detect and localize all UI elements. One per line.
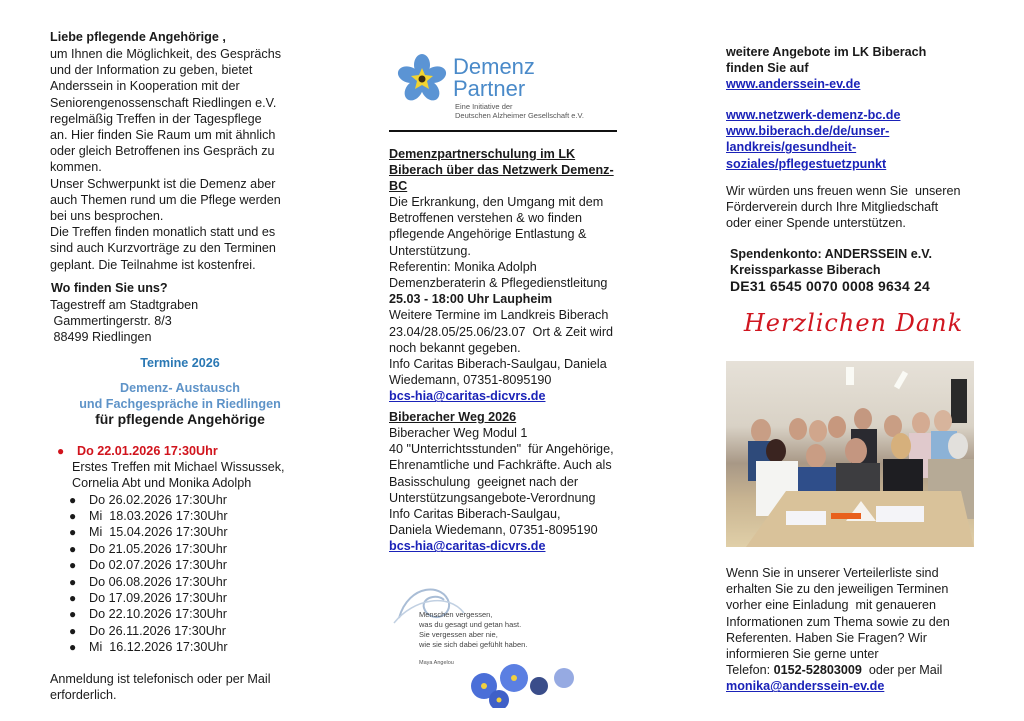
date-text: Do 21.05.2026 17:30Uhr	[89, 541, 227, 556]
registration-line: Anmeldung ist telefonisch oder per Mail	[50, 672, 271, 686]
location-address	[50, 297, 198, 346]
bullet-icon: ●	[69, 558, 77, 573]
date-text: Mi 15.04.2026 17:30Uhr	[89, 525, 228, 540]
first-meeting-note	[50, 459, 320, 491]
support-line: oder einer Spende unterstützen.	[726, 216, 906, 231]
date-item	[50, 491, 320, 507]
date-item	[50, 524, 320, 540]
date-item	[50, 508, 320, 524]
intro-line: um Ihnen die Möglichkeit, des Gesprächs	[50, 47, 282, 61]
related-links	[726, 107, 981, 172]
info-line: Wenn Sie in unserer Verteilerliste sind	[726, 566, 939, 580]
note-line: Erstes Treffen mit Michael Wissussek,	[72, 460, 285, 475]
more-offers-heading: weitere Angebote im LK Biberach	[726, 45, 927, 59]
bank-details	[730, 246, 985, 295]
bullet-icon: ●	[69, 508, 77, 523]
intro-line: Die Treffen finden monatlich statt und es	[50, 225, 276, 240]
section-body-line: Info Caritas Biberach-Saulgau,	[389, 507, 561, 522]
section-body-line: Referentin: Monika Adolph	[389, 259, 537, 274]
section-body-line: Unterstützungsangebote-Verordnung	[389, 490, 596, 505]
netzwerk-demenz-link[interactable]: www.netzwerk-demenz-bc.de	[726, 108, 901, 122]
section-body-line: Basisschulung geeignet nach der	[389, 474, 579, 489]
event-subtitle-line: und Fachgespräche in Riedlingen	[79, 396, 281, 411]
date-item	[50, 590, 320, 606]
more-offers	[726, 44, 981, 93]
date-text: Do 26.11.2026 17:30Uhr	[89, 623, 226, 638]
section-body-line: 23.04/28.05/25.06/23.07 Ort & Zeit wird	[389, 324, 614, 339]
quote-line: Menschen vergessen,	[419, 610, 493, 619]
bullet-icon: ●	[69, 590, 77, 605]
bank-account-holder: Spendenkonto: ANDERSSEIN e.V.	[730, 247, 932, 261]
quote-line: wie sie sich dabei gefühlt haben.	[419, 640, 528, 649]
intro-line: kommen.	[50, 160, 102, 175]
intro-line: und der Information zu geben, bietet	[50, 63, 253, 78]
address-line: 88499 Riedlingen	[50, 330, 152, 345]
registration-line: erforderlich.	[50, 688, 117, 703]
bullet-icon: ●	[69, 574, 77, 589]
date-items	[50, 491, 320, 655]
event-subtitle	[50, 381, 310, 412]
group-photo	[726, 361, 974, 547]
intro-line: Unser Schwerpunkt ist die Demenz aber	[50, 176, 276, 191]
intro-line: Seniorengenossenschaft Riedlingen e.V.	[50, 95, 277, 110]
anderssein-website-link[interactable]: www.anderssein-ev.de	[726, 77, 861, 92]
info-line: vorher eine Einladung mit genaueren	[726, 598, 937, 613]
more-offers-heading: finden Sie auf	[726, 61, 809, 76]
support-line: Wir würden uns freuen wenn Sie unseren	[726, 184, 961, 198]
info-line: Referenten. Haben Sie Fragen? Wir	[726, 630, 927, 645]
forget-me-not-flower-icon	[397, 54, 447, 104]
event-date-highlight: 25.03 - 18:00 Uhr Laupheim	[389, 292, 553, 307]
intro-line: sind auch Kurzvorträge zu den Terminen	[50, 241, 276, 256]
section-body-line: Betroffenen verstehen & wo finden	[389, 211, 583, 226]
section-body-line: Weitere Termine im Landkreis Biberach	[389, 308, 609, 323]
quote-line: was du gesagt und getan hast.	[419, 620, 522, 629]
info-line: informieren Sie gerne unter	[726, 647, 879, 662]
section-title-line: Biberach über das Netzwerk Demenz-	[389, 163, 614, 177]
phone-suffix: oder per Mail	[861, 663, 943, 678]
section-body-line: pflegende Angehörige Entlastung &	[389, 227, 587, 242]
biberach-pflegestuetzpunkt-link[interactable]: www.biberach.de/de/unser-	[726, 124, 890, 139]
intro-line: regelmäßig Treffen in der Tagespflege	[50, 111, 262, 126]
greeting-heading: Liebe pflegende Angehörige ,	[50, 30, 226, 44]
section-body-line: Biberacher Weg Modul 1	[389, 426, 528, 440]
note-line: Cornelia Abt und Monika Adolph	[72, 476, 252, 491]
section-body-line: Daniela Wiedemann, 07351-8095190	[389, 523, 598, 538]
event-subtitle-line: Demenz- Austausch	[120, 381, 240, 395]
section-body-line: 40 "Unterrichtsstunden" für Angehörige,	[389, 442, 614, 457]
biberach-pflegestuetzpunkt-link[interactable]: landkreis/gesundheit-	[726, 140, 857, 155]
quote-image	[389, 578, 589, 708]
date-item	[50, 573, 320, 589]
bank-name: Kreissparkasse Biberach	[730, 263, 881, 278]
date-item	[50, 623, 320, 639]
section-title-line: Demenzpartnerschulung im LK	[389, 147, 576, 161]
intro-line: Anderssein in Kooperation mit der	[50, 79, 240, 94]
quote-author: Maya Angelou	[419, 660, 454, 666]
info-line: Informationen zum Thema sowie zu den	[726, 614, 950, 629]
section-body-line: Demenzberaterin & Pflegedienstleitung	[389, 276, 608, 291]
phone-line	[726, 662, 981, 678]
logo-subtitle-line: Eine Initiative der	[455, 102, 513, 111]
group-photo-illustration-icon	[726, 361, 974, 547]
biberach-pflegestuetzpunkt-link[interactable]: soziales/pflegestuetzpunkt	[726, 156, 887, 171]
registration-note	[50, 671, 310, 703]
dates-list	[50, 443, 320, 655]
intro-line: oder gleich Betroffenen ins Gespräch zu	[50, 144, 275, 159]
section-body-line: Unterstützung.	[389, 243, 471, 258]
quote-line: Sie vergessen aber nie,	[419, 630, 498, 639]
section-body-line: Die Erkrankung, den Umgang mit dem	[389, 195, 604, 209]
intro-line: an. Hier finden Sie Raum um mit ähnlich	[50, 128, 276, 143]
section-body-line: Info Caritas Biberach-Saulgau, Daniela	[389, 357, 607, 372]
monika-email-link[interactable]: monika@anderssein-ev.de	[726, 679, 885, 694]
address-line: Gammertingerstr. 8/3	[50, 314, 172, 329]
date-item-highlight	[50, 443, 320, 459]
contact-info	[726, 565, 981, 695]
divider	[389, 130, 617, 132]
bullet-icon: ●	[69, 541, 77, 556]
support-text	[726, 183, 981, 232]
biberacher-weg-section	[389, 409, 644, 555]
bullet-icon: ●	[57, 444, 65, 459]
thank-you-heading: Herzlichen Dank	[743, 309, 964, 337]
bullet-icon: ●	[69, 525, 77, 540]
logo-title	[453, 56, 535, 100]
section-body-line: noch bekannt gegeben.	[389, 340, 521, 355]
info-line: erhalten Sie zu den jeweiligen Terminen	[726, 582, 949, 597]
date-text: Do 02.07.2026 17:30Uhr	[89, 558, 227, 573]
iban: DE31 6545 0070 0008 9634 24	[730, 278, 931, 295]
bullet-icon: ●	[69, 640, 77, 655]
section-body-line: Ehrenamtliche und Fachkräfte. Auch als	[389, 458, 612, 473]
phone-label: Telefon:	[726, 663, 774, 678]
event-target-audience: für pflegende Angehörige	[95, 411, 265, 427]
intro-text	[50, 46, 310, 273]
date-text: Do 17.09.2026 17:30Uhr	[89, 590, 227, 605]
address-line: Tagestreff am Stadtgraben	[50, 298, 199, 312]
section-body-line: Wiedemann, 07351-8095190	[389, 373, 552, 388]
intro-line: bei uns besprochen.	[50, 209, 164, 224]
date-item	[50, 557, 320, 573]
section-title-line: BC	[389, 179, 408, 193]
date-text: Mi 16.12.2026 17:30Uhr	[89, 640, 228, 655]
date-text: Do 22.10.2026 17:30Uhr	[89, 607, 227, 622]
phone-number[interactable]: 0152-52803009	[773, 663, 862, 678]
logo-title-line: Partner	[453, 76, 526, 101]
support-line: Förderverein durch Ihre Mitgliedschaft	[726, 200, 939, 215]
bullet-icon: ●	[69, 607, 77, 622]
bullet-icon: ●	[69, 492, 77, 507]
intro-line: geplant. Die Teilnahme ist kostenfrei.	[50, 257, 256, 272]
logo-title-line: Demenz	[453, 54, 535, 79]
caritas-email-link[interactable]: bcs-hia@caritas-dicvrs.de	[389, 539, 546, 554]
logo-subtitle	[455, 102, 584, 120]
date-text: Do 26.02.2026 17:30Uhr	[89, 492, 227, 507]
demenz-partner-logo	[397, 50, 627, 125]
bullet-icon: ●	[69, 623, 77, 638]
quote-text	[419, 610, 527, 650]
logo-subtitle-line: Deutschen Alzheimer Gesellschaft e.V.	[455, 111, 584, 120]
date-text: Do 06.08.2026 17:30Uhr	[89, 574, 227, 589]
demenzpartner-section	[389, 146, 644, 405]
date-item	[50, 606, 320, 622]
date-text: Do 22.01.2026 17:30Uhr	[77, 444, 218, 459]
section-title: Biberacher Weg 2026	[389, 410, 517, 424]
caritas-email-link[interactable]: bcs-hia@caritas-dicvrs.de	[389, 389, 546, 404]
date-text: Mi 18.03.2026 17:30Uhr	[89, 508, 228, 523]
date-item	[50, 541, 320, 557]
termine-heading: Termine 2026	[140, 356, 220, 370]
intro-line: auch Themen rund um die Pflege werden	[50, 192, 281, 207]
location-heading: Wo finden Sie uns?	[51, 281, 168, 295]
date-item	[50, 639, 320, 655]
